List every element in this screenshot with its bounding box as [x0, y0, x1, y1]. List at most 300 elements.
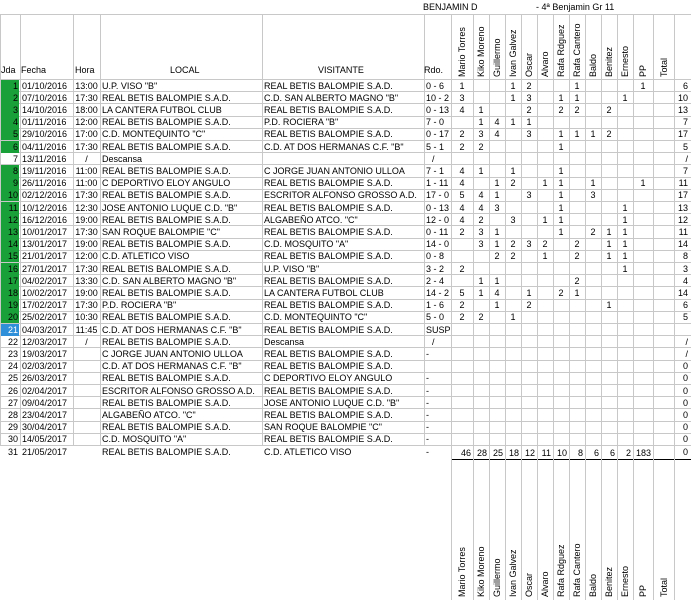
player-goals: 1	[494, 275, 500, 286]
player-total: 6	[609, 448, 615, 458]
player-goals: 2	[510, 178, 516, 189]
grid-col-line	[451, 445, 452, 600]
row-number: 21	[1, 324, 19, 336]
row-number: 26	[7, 385, 18, 396]
match-time: 11:00	[75, 165, 98, 176]
away-team: P.D. ROCIERA "B"	[264, 117, 339, 128]
player-footer: Alvaro	[540, 571, 550, 597]
player-total: 28	[476, 448, 487, 458]
row-number: 6	[1, 141, 19, 153]
row-total: 0	[682, 446, 688, 457]
player-goals: 1	[622, 226, 628, 237]
row-number: 5	[1, 128, 19, 140]
player-goals: 2	[606, 129, 612, 140]
player-goals: 1	[606, 226, 612, 237]
player-goals: 1	[574, 287, 580, 298]
player-goals: 1	[558, 190, 564, 201]
player-footer: Mario Torres	[457, 547, 467, 597]
player-goals: 2	[606, 104, 612, 115]
player-goals: 2	[510, 251, 516, 262]
row-total: 0	[682, 434, 688, 445]
player-total: 46	[460, 448, 471, 458]
player-goals: 1	[558, 226, 564, 237]
player-goals: 3	[590, 190, 596, 201]
player-goals: 4	[478, 202, 484, 213]
away-team: C JORGE JUAN ANTONIO ULLOA	[264, 165, 405, 176]
player-goals: 2	[459, 129, 465, 140]
match-date: 21/05/2017	[22, 446, 68, 457]
match-time: 11:00	[75, 178, 98, 189]
player-goals: 2	[558, 104, 564, 115]
match-date: 16/12/2016	[22, 214, 68, 225]
player-footer: Ivan Galvez	[508, 549, 518, 597]
away-team: REAL BETIS BALOMPIE S.A.D.	[264, 104, 393, 115]
row-number: 9	[1, 177, 19, 189]
player-goals: 1	[574, 80, 580, 91]
division-name: - 4ª Benjamin Gr 11	[536, 2, 615, 12]
player-footer: Total	[658, 577, 669, 597]
row-total: 4	[682, 275, 688, 286]
away-team: C.D. ATLETICO VISO	[264, 446, 352, 457]
away-team: C.D. MONTEQUINTO "C"	[264, 312, 368, 323]
match-date: 26/11/2016	[22, 178, 67, 189]
match-result: 10 - 2	[426, 92, 450, 103]
player-total: 6	[593, 448, 599, 458]
player-goals: 2	[574, 239, 580, 250]
player-goals: 1	[510, 117, 516, 128]
match-time: 19:00	[75, 214, 98, 225]
match-result: 3 - 2	[426, 263, 445, 274]
home-team: C.D. AT DOS HERMANAS C.F. "B"	[102, 361, 242, 372]
player-footer: Baldo	[588, 573, 598, 597]
player-goals: 1	[606, 300, 612, 311]
home-team: REAL BETIS BALOMPIE S.A.D.	[102, 263, 231, 274]
row-number: 12	[1, 214, 19, 226]
row-total: 5	[682, 312, 688, 323]
match-result: 0 - 13	[426, 104, 450, 115]
match-time: 13:30	[75, 275, 98, 286]
match-time: 17:30	[75, 263, 98, 274]
player-goals: 2	[526, 300, 532, 311]
row-total: 14	[677, 287, 688, 298]
player-goals: 3	[526, 129, 532, 140]
row-number: 23	[7, 348, 18, 359]
match-result: -	[426, 434, 429, 445]
home-team: ESCRITOR ALFONSO GROSSO A.D.	[102, 385, 255, 396]
player-goals: 1	[459, 80, 465, 91]
player-goals: 1	[510, 80, 516, 91]
player-goals: 2	[558, 287, 564, 298]
player-goals: 5	[459, 190, 465, 201]
row-total: 13	[677, 202, 688, 213]
away-team: REAL BETIS BALOMPIE S.A.D.	[264, 226, 393, 237]
player-goals: 3	[526, 239, 532, 250]
player-goals: 4	[459, 104, 465, 115]
player-goals: 1	[510, 165, 516, 176]
player-goals: 2	[459, 312, 465, 323]
row-total: 13	[677, 104, 688, 115]
grid-col-line	[653, 445, 654, 600]
grid-col-line	[569, 445, 570, 600]
player-goals: 2	[526, 80, 532, 91]
player-goals: 1	[478, 104, 484, 115]
player-goals: 3	[494, 202, 500, 213]
row-number: 27	[7, 397, 18, 408]
player-goals: 3	[478, 129, 484, 140]
match-result: 5 - 1	[426, 141, 445, 152]
player-goals: 1	[558, 92, 564, 103]
match-result: -	[426, 348, 429, 359]
match-result: 14 - 2	[426, 287, 450, 298]
away-team: JOSE ANTONIO LUQUE C.D. "B"	[264, 397, 400, 408]
row-number: 22	[7, 336, 18, 347]
row-total: 7	[682, 117, 688, 128]
home-team: REAL BETIS BALOMPIE S.A.D.	[102, 165, 231, 176]
player-total: 18	[508, 448, 519, 458]
row-number: 18	[1, 287, 19, 299]
match-result: 1 - 6	[426, 300, 445, 311]
row-number: 16	[1, 263, 19, 275]
player-goals: 1	[526, 117, 532, 128]
match-result: -	[426, 397, 429, 408]
match-time: 19:00	[75, 239, 98, 250]
player-goals: 1	[558, 141, 564, 152]
match-date: 13/11/2016	[22, 153, 67, 164]
match-date: 02/12/2016	[22, 190, 68, 201]
player-header: Alvaro	[540, 51, 550, 77]
match-date: 17/02/2017	[22, 300, 68, 311]
match-time: 17:30	[75, 141, 98, 152]
player-goals: 4	[478, 190, 484, 201]
match-result: 12 - 0	[426, 214, 450, 225]
home-team: Descansa	[102, 153, 143, 164]
match-time: 17:30	[75, 92, 98, 103]
home-team: REAL BETIS BALOMPIE S.A.D.	[102, 422, 231, 433]
player-goals: 2	[478, 312, 484, 323]
player-goals: 1	[622, 202, 628, 213]
match-date: 13/01/2017	[22, 239, 68, 250]
player-goals: 2	[574, 251, 580, 262]
player-goals: 2	[494, 251, 500, 262]
match-result: 5 - 0	[426, 312, 445, 323]
away-team: REAL BETIS BALOMPIE S.A.D.	[264, 251, 393, 262]
away-team: ESCRITOR ALFONSO GROSSO A.D.	[264, 190, 417, 201]
match-time: 11:45	[75, 324, 98, 335]
player-goals: 1	[542, 214, 548, 225]
match-result: -	[426, 422, 429, 433]
player-goals: 2	[526, 104, 532, 115]
home-team: REAL BETIS BALOMPIE S.A.D.	[102, 373, 231, 384]
player-goals: 1	[622, 239, 628, 250]
match-date: 09/04/2017	[22, 397, 68, 408]
player-total: 8	[577, 448, 583, 458]
match-date: 02/03/2017	[22, 361, 68, 372]
match-time: 17:30	[75, 300, 98, 311]
player-footer: Rafa Cantero	[572, 543, 582, 597]
player-goals: 1	[478, 287, 484, 298]
away-team: REAL BETIS BALOMPIE S.A.D.	[264, 178, 393, 189]
match-time: 12:00	[75, 251, 98, 262]
grid-col-line	[473, 445, 474, 600]
player-goals: 2	[510, 239, 516, 250]
col-header-fecha: Fecha	[21, 65, 47, 75]
away-team: C.D. SAN ALBERTO MAGNO "B"	[264, 92, 399, 103]
home-team: C DEPORTIVO ELOY ANGULO	[102, 178, 231, 189]
player-goals: 1	[478, 165, 484, 176]
away-team: REAL BETIS BALOMPIE S.A.D.	[264, 202, 393, 213]
match-result: /	[432, 153, 435, 164]
player-goals: 1	[622, 251, 628, 262]
player-footer: Kiko Moreno	[476, 546, 486, 597]
row-total: 3	[682, 263, 688, 274]
home-team: REAL BETIS BALOMPIE S.A.D.	[102, 287, 231, 298]
row-number: 2	[1, 92, 19, 104]
player-goals: 3	[510, 214, 516, 225]
grid-col-line	[674, 445, 675, 600]
row-number: 14	[1, 238, 19, 250]
match-result: 0 - 17	[426, 129, 450, 140]
player-total: 11	[541, 448, 551, 458]
player-goals: 2	[459, 226, 465, 237]
player-goals: 1	[640, 178, 646, 189]
match-result: -	[426, 385, 429, 396]
match-date: 27/01/2017	[22, 263, 68, 274]
grid-col-line	[489, 445, 490, 600]
match-date: 26/03/2017	[22, 373, 68, 384]
player-goals: 3	[478, 226, 484, 237]
home-team: C.D. MONTEQUINTO "C"	[102, 129, 206, 140]
player-goals: 1	[494, 178, 500, 189]
player-goals: 1	[478, 275, 484, 286]
player-goals: 2	[574, 104, 580, 115]
row-total: 17	[677, 129, 688, 140]
row-number: 15	[1, 250, 19, 262]
match-time: 18:00	[75, 104, 98, 115]
row-number: 29	[7, 422, 18, 433]
player-goals: 1	[558, 202, 564, 213]
player-header: Ivan Galvez	[508, 29, 518, 77]
player-goals: 1	[526, 287, 532, 298]
match-time: 19:00	[75, 287, 98, 298]
match-date: 10/12/2016	[22, 202, 68, 213]
away-team: REAL BETIS BALOMPIE S.A.D.	[264, 361, 393, 372]
match-result: -	[426, 409, 429, 420]
player-goals: 1	[494, 190, 500, 201]
match-result: 7 - 1	[426, 165, 445, 176]
row-number: 11	[1, 202, 19, 214]
home-team: REAL BETIS BALOMPIE S.A.D.	[102, 312, 231, 323]
row-number: 25	[7, 373, 18, 384]
match-result: 2 - 4	[426, 275, 445, 286]
player-header: Benitez	[604, 46, 614, 77]
player-goals: 1	[494, 239, 500, 250]
row-total: /	[685, 153, 688, 164]
away-team: REAL BETIS BALOMPIE S.A.D.	[264, 129, 393, 140]
match-date: 12/03/2017	[22, 336, 68, 347]
away-team: SAN ROQUE BALOMPIE "C"	[264, 422, 382, 433]
row-total: 6	[682, 80, 688, 91]
match-date: 04/03/2017	[22, 324, 68, 335]
match-date: 10/01/2017	[22, 226, 68, 237]
away-team: C.D. AT DOS HERMANAS C.F. "B"	[264, 141, 404, 152]
player-header: Total	[658, 57, 669, 77]
player-goals: 4	[494, 117, 500, 128]
row-number: 31	[7, 446, 18, 457]
match-date: 01/11/2016	[22, 117, 67, 128]
row-total: 0	[682, 373, 688, 384]
away-team: REAL BETIS BALOMPIE S.A.D.	[264, 409, 393, 420]
away-team: REAL BETIS BALOMPIE S.A.D.	[264, 275, 393, 286]
match-result: 0 - 8	[426, 251, 445, 262]
away-team: U.P. VISO "B"	[264, 263, 320, 274]
player-goals: 4	[459, 202, 465, 213]
player-total: 183	[635, 448, 651, 458]
match-result: 14 - 0	[426, 239, 450, 250]
row-total: 6	[682, 300, 688, 311]
player-header: Rafa Cantero	[572, 23, 582, 77]
player-goals: 3	[526, 190, 532, 201]
col-header-hora: Hora	[75, 65, 95, 75]
player-goals: 4	[494, 287, 500, 298]
col-header-rdo: Rdo.	[424, 65, 444, 75]
row-total: 7	[682, 165, 688, 176]
row-number: 20	[1, 311, 19, 323]
player-header: Ernesto	[620, 45, 630, 77]
grid-col-line	[553, 445, 554, 600]
row-number: 8	[1, 165, 19, 177]
player-goals: 2	[590, 226, 596, 237]
home-team: SAN ROQUE BALOMPIE "C"	[102, 226, 220, 237]
row-total: 12	[677, 214, 688, 225]
row-number: 3	[1, 104, 19, 116]
home-team: C.D. SAN ALBERTO MAGNO "B"	[102, 275, 237, 286]
grid-row-line	[0, 14, 691, 15]
player-goals: 4	[494, 129, 500, 140]
away-team: REAL BETIS BALOMPIE S.A.D.	[264, 385, 393, 396]
match-time: 17:30	[75, 190, 98, 201]
home-team: REAL BETIS BALOMPIE S.A.D.	[102, 141, 231, 152]
away-team: Descansa	[264, 336, 305, 347]
player-goals: 1	[542, 178, 548, 189]
match-time: 17:30	[75, 226, 98, 237]
match-result: 1 - 11	[426, 178, 449, 189]
match-date: 19/11/2016	[22, 165, 67, 176]
match-date: 02/04/2017	[22, 385, 68, 396]
player-header: Baldo	[588, 53, 598, 77]
player-goals: 5	[459, 287, 465, 298]
player-footer: Rafa Rdguez	[556, 544, 566, 597]
match-date: 14/10/2016	[22, 104, 68, 115]
player-goals: 3	[526, 92, 532, 103]
match-time: 17:00	[75, 129, 98, 140]
player-header: Guillermo	[492, 38, 502, 77]
row-total: 0	[682, 409, 688, 420]
home-team: REAL BETIS BALOMPIE S.A.D.	[102, 117, 231, 128]
home-team: C JORGE JUAN ANTONIO ULLOA	[102, 348, 243, 359]
match-date: 30/04/2017	[22, 422, 68, 433]
match-date: 19/03/2017	[22, 348, 68, 359]
player-footer: Benitez	[604, 566, 614, 597]
home-team: ALGABEÑO ATCO. "C"	[102, 409, 196, 420]
player-footer: PP	[638, 584, 648, 597]
row-total: 11	[678, 178, 688, 189]
player-goals: 1	[558, 129, 564, 140]
player-total: 2	[625, 448, 631, 458]
player-goals: 1	[494, 226, 500, 237]
player-goals: 4	[459, 178, 465, 189]
player-goals: 2	[459, 300, 465, 311]
away-team: REAL BETIS BALOMPIE S.A.D.	[264, 80, 393, 91]
away-team: LA CANTERA FUTBOL CLUB	[264, 287, 384, 298]
home-team: C.D. AT DOS HERMANAS C.F. "B"	[102, 324, 242, 335]
player-goals: 2	[478, 214, 484, 225]
player-goals: 1	[590, 129, 596, 140]
player-header: Kiko Moreno	[476, 26, 486, 77]
player-goals: 1	[478, 117, 484, 128]
player-goals: 2	[478, 141, 484, 152]
player-header: Rafa Rdguez	[556, 24, 566, 77]
away-team: REAL BETIS BALOMPIE S.A.D.	[264, 434, 393, 445]
away-team: REAL BETIS BALOMPIE S.A.D.	[264, 324, 393, 335]
match-time: 12:30	[75, 202, 98, 213]
grid-col-line	[505, 445, 506, 600]
player-goals: 1	[606, 251, 612, 262]
away-team: C DEPORTIVO ELOY ANGULO	[264, 373, 393, 384]
player-goals: 1	[622, 214, 628, 225]
match-date: 23/04/2017	[22, 409, 68, 420]
match-result: 0 - 6	[426, 80, 445, 91]
home-team: REAL BETIS BALOMPIE S.A.D.	[102, 214, 231, 225]
player-goals: 2	[542, 239, 548, 250]
match-time: 10:30	[75, 312, 98, 323]
row-total: /	[685, 348, 688, 359]
match-date: 10/02/2017	[22, 287, 68, 298]
home-team: REAL BETIS BALOMPIE S.A.D.	[102, 239, 231, 250]
player-goals: 1	[622, 263, 628, 274]
row-total: 17	[677, 190, 688, 201]
player-header: PP	[638, 64, 648, 77]
row-total: 0	[682, 422, 688, 433]
home-team: LA CANTERA FUTBOL CLUB	[102, 104, 222, 115]
grid-col-line	[537, 445, 538, 600]
home-team: REAL BETIS BALOMPIE S.A.D.	[102, 446, 231, 457]
player-goals: 1	[558, 165, 564, 176]
match-date: 07/10/2016	[22, 92, 68, 103]
match-result: -	[426, 446, 429, 457]
home-team: REAL BETIS BALOMPIE S.A.D.	[102, 92, 231, 103]
player-goals: 1	[558, 178, 564, 189]
grid-col-line	[585, 445, 586, 600]
row-total: 14	[677, 239, 688, 250]
player-footer: Ernesto	[620, 565, 630, 597]
match-date: 14/05/2017	[22, 434, 68, 445]
home-team: REAL BETIS BALOMPIE S.A.D.	[102, 190, 231, 201]
row-number: 19	[1, 299, 19, 311]
totals-underline	[451, 459, 691, 460]
player-goals: 1	[622, 92, 628, 103]
player-header: Mario Torres	[457, 27, 467, 77]
match-date: 25/02/2017	[22, 312, 68, 323]
team-name: BENJAMIN D	[423, 2, 478, 12]
player-goals: 1	[542, 251, 548, 262]
player-total: 12	[524, 448, 535, 458]
home-team: REAL BETIS BALOMPIE S.A.D.	[102, 397, 231, 408]
match-time: /	[85, 153, 88, 164]
player-total: 25	[492, 448, 503, 458]
home-team: P.D. ROCIERA "B"	[102, 300, 177, 311]
match-date: 01/10/2016	[22, 80, 68, 91]
match-date: 29/10/2016	[22, 129, 68, 140]
